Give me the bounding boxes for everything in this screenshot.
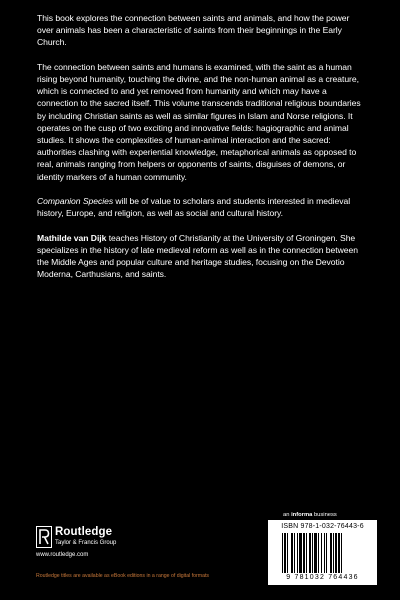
barcode-bar [324,533,325,573]
barcode-box [268,520,377,585]
barcode-bar [299,533,302,573]
barcode-bar [294,533,295,573]
description-paragraph-3-text: will be of value to scholars and students interested in medieval history, Europe, and religion, as well as social and cultural history. [37,196,351,219]
barcode-bar [312,533,313,573]
book-title-italic: Companion Species [37,196,114,207]
description-paragraph-3 [37,195,367,219]
informa-name: informa [291,512,313,518]
barcode-bar [318,533,319,573]
ebook-note: Routledge titles are available as eBook editions in a range of digital formats [36,573,210,579]
publisher-group: Taylor & Francis Group [55,540,117,546]
author-name: Mathilde van Dijk [37,232,107,243]
barcode-bar [326,533,327,573]
barcode-bar [333,533,334,573]
description-paragraph-1: This book explores the connection between saints and animals, and how the power over animals has been a characteristic of saints from their beginnings in the Early Church. [37,13,350,48]
author-bio [37,232,367,281]
barcode-bar [303,533,305,573]
publisher-website: www.routledge.com [36,552,89,558]
barcode-bar [306,533,307,573]
barcode-bar [330,533,332,573]
isbn-label: ISBN 978-1-032-76443-6 [281,523,364,530]
barcode-digits: 9 781032 764436 [286,574,359,581]
barcode-bar [309,533,311,573]
informa-prefix: an [283,512,292,518]
informa-business-line [283,512,337,518]
barcode-bar [282,533,283,573]
barcode-bar [314,533,317,573]
publisher-name: Routledge [55,526,113,538]
barcode-bar [338,533,340,573]
description-paragraph-2: The connection between saints and humans is examined, with the saint as a human rising beyond humanity, touching the divine, and the non-human animal as a creature, which is connected to and yet removed from humanity and which may have a connection to the sacred itself. This volume transcends traditional religious boundaries by including Christian saints as well as similar figures in Islam and Norse religions. It operates on the cusp of two exciting and innovative fields: hagiographic and animal studies. It shows the complexities of human-animal interaction and the sacred: authorities clashing with experiential knowledge, metaphorical animals as opposed to real, animals ranging from helpers or opponents of saints, disguises of demons, or identity markers of a human community. [37,61,361,182]
publisher-logo [36,525,146,558]
barcode-bar [287,533,288,573]
routledge-r-icon [36,526,52,548]
barcode-bar [297,533,298,573]
description-block [37,12,367,293]
barcode-bar [291,533,293,573]
barcode-bar [284,533,286,573]
barcode-bar [341,533,342,573]
barcode-bar [335,533,337,573]
informa-suffix: business [312,512,337,518]
author-bio-text: teaches History of Christianity at the University of Groningen. She specializes in the history of late medieval reform as well as in the connection between the Middle Ages and popular culture and heritage studies, focusing on the Devotio Moderna, Carthusians, and saints. [37,232,358,280]
barcode-bars [282,533,364,573]
barcode-bar [321,533,322,573]
